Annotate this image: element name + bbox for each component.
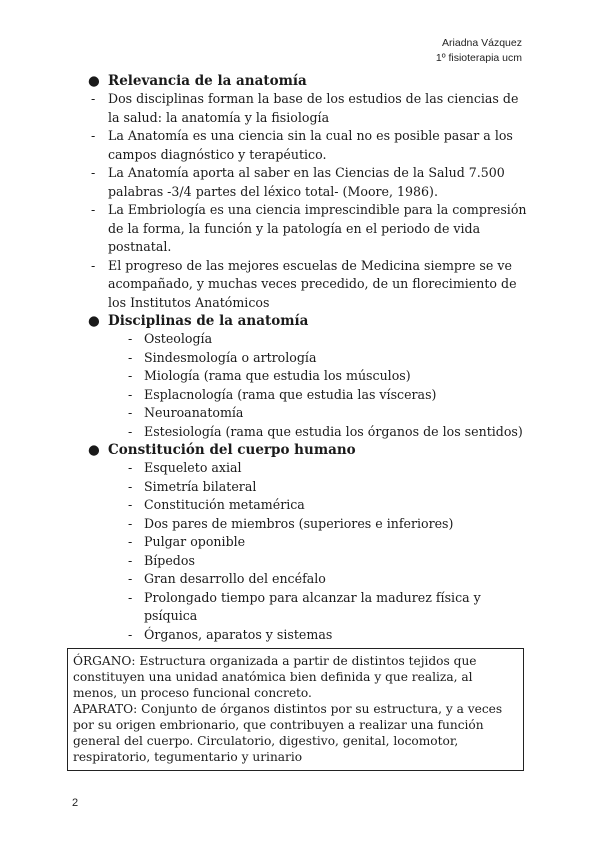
list-item: - Constitución metamérica: [128, 497, 305, 512]
page-header: [436, 36, 522, 66]
list-item: - Dos pares de miembros (superiores e inferiores): [128, 515, 454, 531]
list-item: - Prolongado tiempo para alcanzar la madurez física y psíquica: [128, 589, 481, 623]
definition-organo: ÓRGANO: Estructura organizada a partir de distintos tejidos que constituyen una unidad anatómica bien definida y que realiza, al menos, un proceso funcional concreto.: [73, 654, 477, 700]
list-item: - Estesiología (rama que estudia los órganos de los sentidos): [128, 423, 523, 439]
section-title-constitucion: ● Constitución del cuerpo humano: [88, 442, 356, 458]
list-item: - Esplacnología (rama que estudia las vísceras): [128, 386, 437, 402]
definition-aparato: APARATO: Conjunto de órganos distintos por su estructura, y a veces por su origen embrionario, que contribuyen a realizar una función general del cuerpo. Circulatorio, digestivo, genital, locomotor, respiratorio, tegumentario y urinario: [73, 702, 503, 764]
notes-content: [88, 72, 528, 644]
course-name: 1º fisioterapia ucm: [435, 52, 522, 64]
list-item: - La Anatomía es una ciencia sin la cual no es posible pasar a los campos diagnóstico y terapéutico.: [91, 128, 513, 162]
bullet-icon: ●: [88, 73, 100, 89]
list-item: - Osteología: [128, 331, 213, 346]
definitions-box: [67, 648, 524, 771]
list-item: - El progreso de las mejores escuelas de Medicina siempre se ve acompañado, y muchas veces precedido, de un florecimiento de los Institutos Anatómicos: [91, 257, 517, 310]
list-item: - La Anatomía aporta al saber en las Ciencias de la Salud 7.500 palabras -3/4 partes del léxico total- (Moore, 1986).: [91, 165, 505, 199]
section-title-relevancia: ● Relevancia de la anatomía: [88, 73, 307, 89]
list-item: - Órganos, aparatos y sistemas: [128, 626, 333, 642]
page-number: 2: [72, 797, 79, 809]
list-item: - Sindesmología o artrología: [128, 349, 317, 365]
bullet-icon: ●: [88, 313, 100, 329]
list-item: - Simetría bilateral: [128, 478, 257, 494]
list-item: - Pulgar oponible: [128, 534, 246, 549]
list-item: - Dos disciplinas forman la base de los estudios de las ciencias de la salud: la anatomía y la fisiología: [91, 91, 519, 125]
list-item: - Neuroanatomía: [128, 405, 244, 420]
bullet-icon: ●: [88, 442, 100, 458]
list-item: - Gran desarrollo del encéfalo: [128, 571, 326, 586]
list-item: - Esqueleto axial: [128, 460, 242, 475]
list-item: - Miología (rama que estudia los músculos): [128, 368, 411, 383]
section-title-disciplinas: ● Disciplinas de la anatomía: [88, 313, 309, 329]
list-item: - La Embriología es una ciencia imprescindible para la compresión de la forma, la función y la patología en el periodo de vida postnatal.: [91, 202, 527, 254]
list-item: - Bípedos: [128, 552, 195, 568]
author-name: Ariadna Vázquez: [442, 37, 522, 49]
